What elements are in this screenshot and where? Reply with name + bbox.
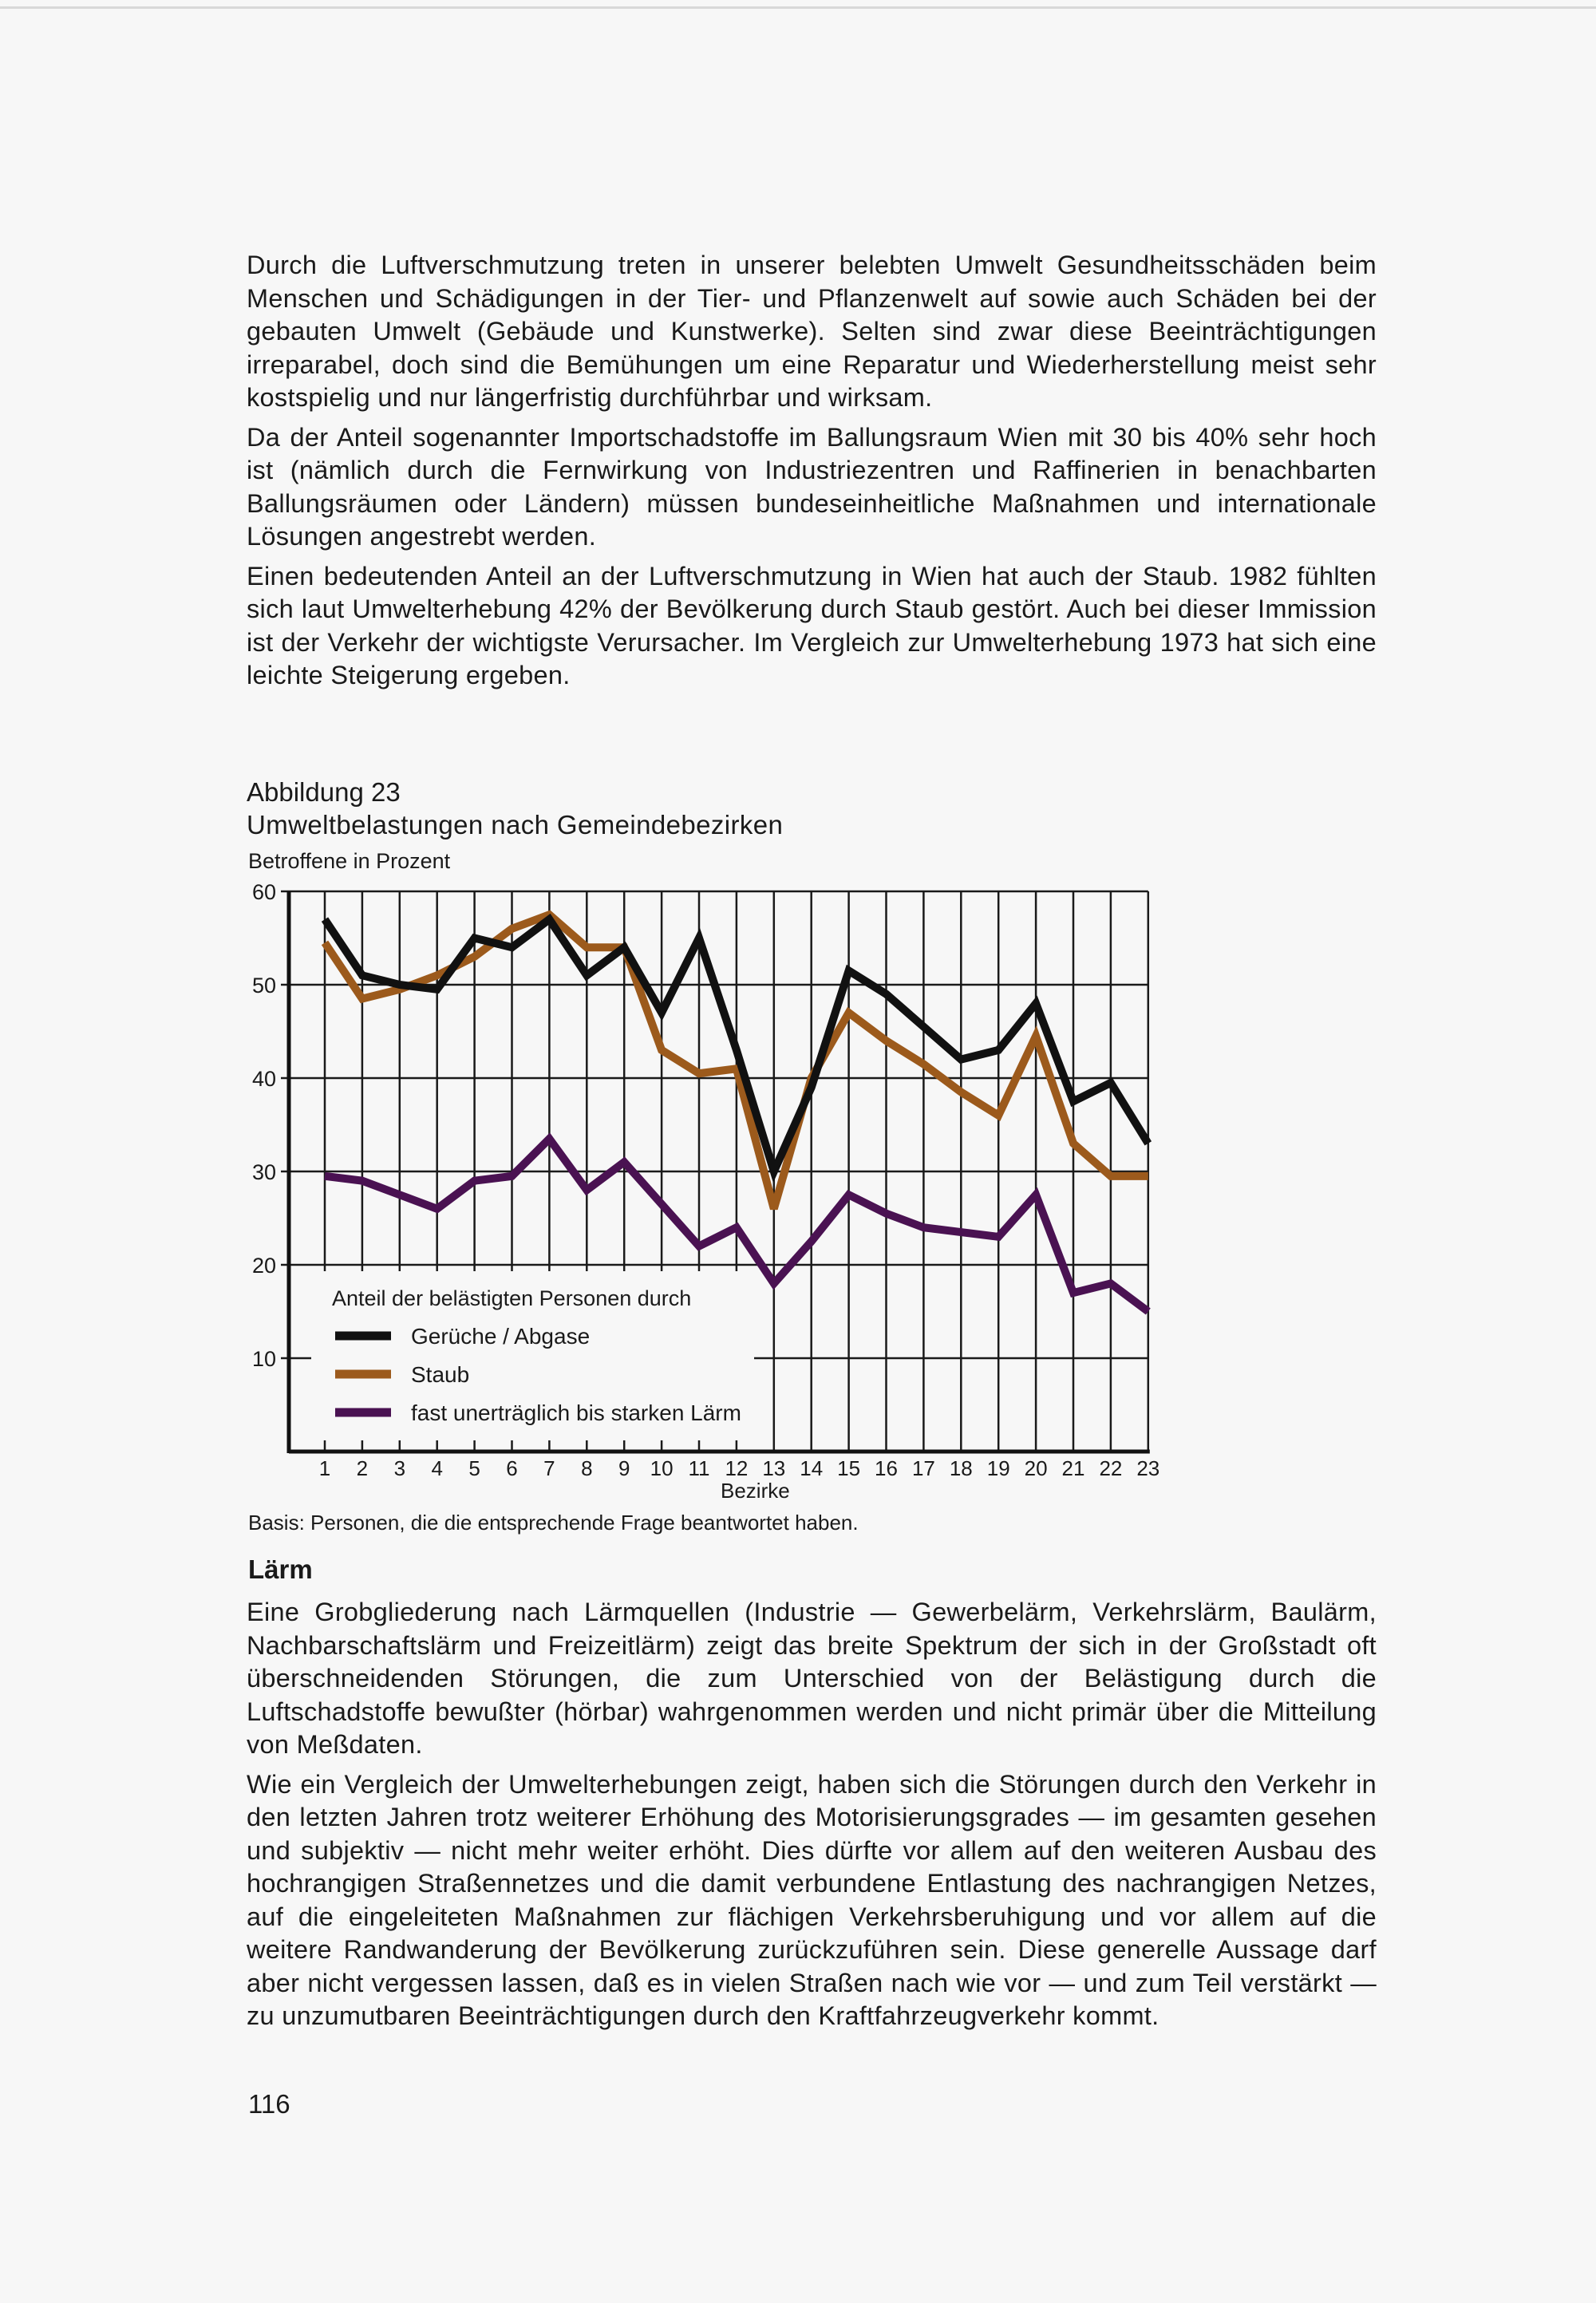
x-tick-label: 18 [949, 1456, 973, 1480]
x-tick-label: 1 [318, 1456, 331, 1480]
figure-number: Abbildung 23 [247, 777, 401, 807]
x-tick-label: 10 [650, 1456, 674, 1480]
page-number: 116 [248, 2089, 290, 2119]
figure-basis-note: Basis: Personen, die die entsprechende Frage beantwortet haben. [248, 1511, 859, 1535]
y-tick-label: 20 [251, 1254, 276, 1278]
legend-title: Anteil der belästigten Personen durch [332, 1286, 692, 1310]
x-tick-label: 8 [581, 1456, 593, 1480]
section-heading: Lärm [248, 1554, 313, 1584]
x-tick-label: 23 [1136, 1456, 1160, 1480]
x-tick-label: 14 [800, 1456, 824, 1480]
y-tick-label: 40 [251, 1067, 276, 1091]
x-tick-label: 6 [506, 1456, 518, 1480]
y-tick-label: 60 [251, 880, 276, 904]
x-axis-label: Bezirke [720, 1479, 790, 1503]
figure-title: Umweltbelastungen nach Gemeindebezirken [247, 810, 784, 839]
paragraph: Durch die Luftverschmutzung treten in unserer belebten Umwelt Gesundheitsschäden beim Menschen und Schädigungen in der Tier- und Pflanzenwelt auf sowie auch Schäden bei der gebauten Umwelt (Gebäude und Kunstwerke). Selten sind zwar diese Beeinträchtigungen irreparabel, doch sind die Bemühungen um eine Reparatur und Wiederherstellung meist sehr kostspielig und nur längerfristig durchführbar und wirksam. [247, 251, 1377, 412]
paragraph: Wie ein Vergleich der Umwelterhebungen zeigt, haben sich die Störungen durch den Verkehr in den letzten Jahren trotz weiterer Erhöhung des Motorisierungsgrades — im gesamten gesehen und subjektiv — nicht mehr weiter erhöht. Dies dürfte vor allem auf den weiteren Ausbau des hochrangigen Straßennetzes und die damit verbundene Entlastung des nachrangigen Netzes, auf die eingeleiteten Maßnahmen zur flächigen Verkehrsberuhigung und vor allem auf die weitere Randwanderung der Bevölkerung zurückzuführen sein. Diese generelle Aussage darf aber nicht vergessen lassen, daß es in vielen Straßen nach wie vor — und zum Teil verstärkt — zu unzumutbaren Beeinträchtigungen durch den Kraftfahrzeugverkehr kommt. [247, 1769, 1377, 2030]
x-tick-label: 4 [431, 1456, 443, 1480]
x-tick-label: 20 [1024, 1456, 1048, 1480]
x-tick-label: 2 [356, 1456, 369, 1480]
y-axis-label: Betroffene in Prozent [248, 849, 451, 873]
x-tick-label: 19 [986, 1456, 1010, 1480]
x-tick-label: 9 [618, 1456, 630, 1480]
y-tick-label: 10 [251, 1347, 276, 1371]
x-tick-label: 7 [543, 1456, 555, 1480]
x-tick-label: 16 [875, 1456, 898, 1480]
x-tick-label: 21 [1061, 1456, 1085, 1480]
paragraph: Einen bedeutenden Anteil an der Luftverschmutzung in Wien hat auch der Staub. 1982 fühlten sich laut Umwelterhebung 42% der Bevölkerung durch Staub gestört. Auch bei dieser Immission ist der Verkehr der wichtigste Verursacher. Im Vergleich zur Umwelterhebung 1973 hat sich eine leichte Steigerung ergeben. [247, 561, 1377, 689]
x-tick-label: 12 [725, 1456, 749, 1480]
x-tick-label: 11 [688, 1456, 710, 1480]
section-text [247, 1596, 1377, 2040]
legend-label: Gerüche / Abgase [411, 1324, 591, 1349]
x-tick-label: 13 [762, 1456, 786, 1480]
y-tick-label: 30 [251, 1160, 276, 1184]
y-tick-label: 50 [251, 974, 276, 997]
x-tick-label: 5 [468, 1456, 480, 1480]
x-tick-label: 15 [837, 1456, 861, 1480]
x-tick-label: 3 [393, 1456, 406, 1480]
paragraph: Eine Grobgliederung nach Lärmquellen (Industrie — Gewerbelärm, Verkehrslärm, Baulärm, Nachbarschaftslärm und Freizeitlärm) zeigt das breite Spektrum der sich in der Großstadt oft überschneidenden Störungen, die zum Unterschied von der Belästigung durch die Luftschadstoffe bewußter (hörbar) wahrgenommen werden und nicht primär über die Mitteilung von Meßdaten. [247, 1598, 1377, 1759]
legend-label: Staub [411, 1362, 470, 1387]
x-tick-label: 17 [911, 1456, 935, 1480]
legend-label: fast unerträglich bis starken Lärm [411, 1400, 741, 1425]
x-tick-label: 22 [1099, 1456, 1123, 1480]
paragraph: Da der Anteil sogenannter Importschadstoffe im Ballungsraum Wien mit 30 bis 40% sehr hoch ist (nämlich durch die Fernwirkung von Industriezentren und Raffinerien in benachbarten Ballungsräumen oder Ländern) müssen bundeseinheitliche Maßnahmen und internationale Lösungen angestrebt werden. [247, 422, 1377, 551]
